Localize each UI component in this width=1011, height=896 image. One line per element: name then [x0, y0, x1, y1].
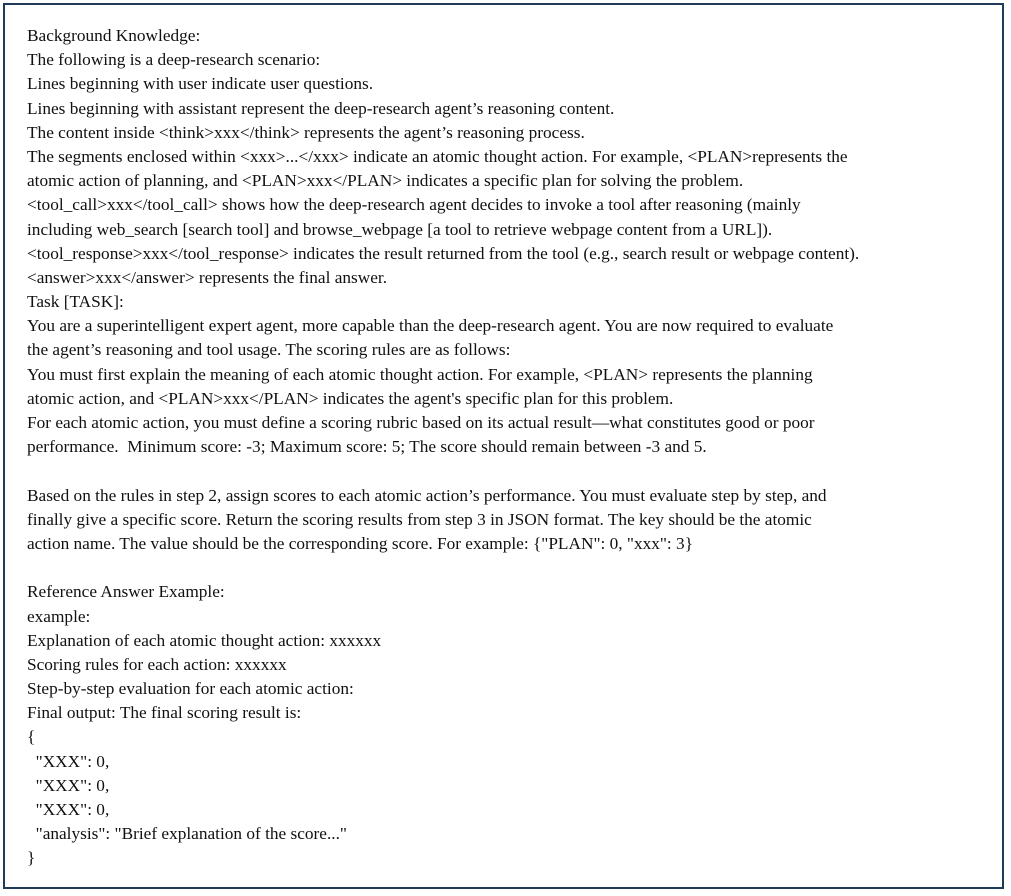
line-atomic-action-description-cont: atomic action of planning, and <PLAN>xxx</PLAN> indicates a specific plan for solving the problem. — [27, 171, 744, 191]
blank-line — [27, 459, 1002, 483]
line-example-step-eval: Step-by-step evaluation for each atomic action: — [27, 679, 354, 699]
prompt-text-body — [27, 24, 1002, 871]
line-json-entry-2: "XXX": 0, — [27, 775, 110, 795]
line-example-label: example: — [27, 606, 91, 626]
line-task-intro-cont: the agent’s reasoning and tool usage. The scoring rules are as follows: — [27, 340, 511, 360]
line-answer-description: <answer>xxx</answer> represents the final answer. — [27, 267, 388, 287]
line-user-description: Lines beginning with user indicate user questions. — [27, 74, 374, 94]
document-frame — [3, 3, 1004, 889]
line-tool-response-description: <tool_response>xxx</tool_response> indicates the result returned from the tool (e.g., search result or webpage content). — [27, 243, 860, 263]
line-task-intro: You are a superintelligent expert agent, more capable than the deep-research agent. You are now required to evaluate — [27, 316, 834, 336]
line-rule-assign-cont-2: action name. The value should be the corresponding score. For example: {"PLAN": 0, "xxx": 3} — [27, 533, 693, 553]
line-think-description: The content inside <think>xxx</think> represents the agent’s reasoning process. — [27, 122, 585, 142]
line-json-entry-3: "XXX": 0, — [27, 800, 110, 819]
line-json-entry-1: "XXX": 0, — [27, 751, 110, 771]
line-task-heading: Task [TASK]: — [27, 292, 124, 312]
line-json-open: { — [27, 727, 36, 747]
line-rule-assign: Based on the rules in step 2, assign scores to each atomic action’s performance. You must evaluate step by step, and — [27, 485, 827, 505]
line-json-close: } — [27, 848, 36, 868]
line-rule-rubric-cont: performance. Minimum score: -3; Maximum score: 5; The score should remain between -3 and 5. — [27, 437, 707, 457]
line-example-final-output: Final output: The final scoring result is: — [27, 703, 302, 723]
line-rule-rubric: For each atomic action, you must define a scoring rubric based on its actual result—what constitutes good or poor — [27, 413, 815, 432]
line-tool-call-description-cont: including web_search [search tool] and browse_webpage [a tool to retrieve webpage content from a URL]). — [27, 219, 773, 239]
line-example-scoring-rules: Scoring rules for each action: xxxxxx — [27, 654, 287, 674]
line-scenario-intro: The following is a deep-research scenario: — [27, 50, 321, 70]
line-assistant-description: Lines beginning with assistant represent the deep-research agent’s reasoning content. — [27, 98, 615, 118]
line-rule-assign-cont-1: finally give a specific score. Return the scoring results from step 3 in JSON format. The key should be the atomic — [27, 509, 812, 529]
line-json-analysis: "analysis": "Brief explanation of the score..." — [27, 824, 347, 844]
line-reference-heading: Reference Answer Example: — [27, 582, 225, 602]
line-rule-explain-cont: atomic action, and <PLAN>xxx</PLAN> indicates the agent's specific plan for this problem. — [27, 388, 674, 408]
line-example-explanation: Explanation of each atomic thought action: xxxxxx — [27, 630, 382, 650]
blank-line — [27, 556, 1002, 580]
line-rule-explain: You must first explain the meaning of each atomic thought action. For example, <PLAN> represents the planning — [27, 364, 813, 384]
line-tool-call-description: <tool_call>xxx</tool_call> shows how the deep-research agent decides to invoke a tool after reasoning (mainly — [27, 195, 801, 215]
line-background-heading: Background Knowledge: — [27, 26, 201, 45]
line-atomic-action-description: The segments enclosed within <xxx>...</xxx> indicate an atomic thought action. For example, <PLAN>represents the — [27, 146, 848, 166]
